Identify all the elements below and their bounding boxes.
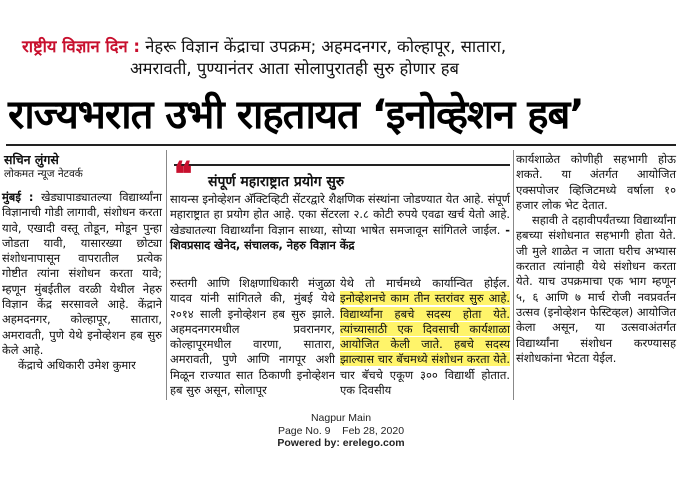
byline — [4, 152, 164, 182]
kicker-line-2: अमरावती, पुण्यानंतर आता सोलापुरातही सुरु होणार हब — [130, 59, 459, 78]
headline-rule — [6, 144, 676, 146]
byline-name: सचिन लुंगसे — [4, 152, 59, 167]
column-divider-1 — [166, 150, 167, 400]
column-4-paragraph-1: कार्यशाळेत कोणीही सहभागी होऊ शकते. या अंतर्गत आयोजित एक्सपोजर व्हिजिटमध्ये वर्षाला १० हजार लोक भेट देतात. — [516, 152, 676, 212]
column-1-paragraph-1: खेड्यापाड्यातल्या विद्यार्थ्यांना विज्ञानाची गोडी लागावी, संशोधन करता यावे, एखादी वस्तू तोडून, मोडून पुन्हा जोडता यावी, यासारख्या छोट्या संशोधनापासून वापरातील प्रत्येक गोष्टीत त्यांना संशोधन करता यावे; म्हणून मुंबईतील वरळी येथील नेहरु विज्ञान केंद्र सरसावले आहे. केंद्राने अहमदनगर, कोल्हापूर, सातारा, अमरावती, पुणे येथे इनोव्हेशन हब सुरु केले आहे. — [2, 190, 162, 357]
article-column-3 — [340, 276, 510, 398]
article-column-4 — [516, 152, 676, 366]
quote-icon: ❝ — [174, 155, 193, 195]
headline: राज्यभरात उभी राहतायत ‘इनोव्हेशन हब’ — [8, 92, 584, 138]
dateline: मुंबई : — [2, 190, 34, 204]
highlighted-text: इनोव्हेशनचे काम तीन स्तरांवर सुरु आहे. विद्यार्थ्यांना हबचे सदस्य होता येते. त्यांच्यासाठी एक दिवसाची कार्यशाळा आयोजित केली जाते. हबचे सदस्य झाल्यास चार बॅचमध्ये संशोधन करता येते. — [340, 291, 510, 367]
powered-by: Powered by: erelego.com — [277, 437, 405, 449]
quote-paragraph — [170, 192, 510, 253]
column-3-before: येथे तो मार्चमध्ये कार्यान्वित होईल. — [340, 276, 510, 290]
column-3-after: चार बॅचचे एकूण ३०० विद्यार्थी होतात. एक दिवसीय — [340, 367, 510, 398]
column-divider-2 — [513, 150, 514, 400]
page-date: Page No. 9 Feb 28, 2020 — [277, 424, 405, 437]
edition-name: Nagpur Main — [310, 412, 372, 424]
banner-rule — [174, 164, 510, 166]
article-column-1 — [2, 190, 162, 374]
kicker-line-1: नेहरू विज्ञान केंद्राचा उपक्रम; अहमदनगर, कोल्हापूर, सातारा, — [145, 37, 507, 56]
column-1-paragraph-2: केंद्राचे अधिकारी उमेश कुमार — [18, 358, 136, 373]
byline-agency: लोकमत न्यूज नेटवर्क — [4, 168, 83, 180]
banner-title: संपूर्ण महाराष्ट्रात प्रयोग सुरु — [208, 174, 345, 190]
page-footer — [0, 412, 682, 450]
column-2-paragraph: रुस्तगी आणि शिक्षणाधिकारी मंजुळा यादव यांनी सांगितले की, मुंबई येथे २०१४ साली इनोव्हेशन हब सुरु झाले. अहमदनगरमधील प्रवरानगर, कोल्हापूरमधील वारणा, सातारा, अमरावती, पुणे आणि नागपूर अशी मिळून राज्यात सात ठिकाणी इनोव्हेशन हब सुरु असून, सोलापूर — [170, 276, 335, 398]
quote-text: सायन्स इनोव्हेशन अ‍ॅक्टिव्हिटी सेंटरद्वारे शैक्षणिक संस्थांना जोडण्यात येत आहे. संपूर्ण महाराष्ट्रात हा प्रयोग होत आहे. एका सेंटरला २.८ कोटी रुपये एवढा खर्च येतो आहे. खेड्यातल्या विद्यार्थ्यांना विज्ञान साध्या, सोप्या भाषेत समजावून सांगितले जाईल. — [170, 192, 510, 237]
article-column-2 — [170, 276, 335, 398]
column-4-paragraph-2: सहावी ते दहावीपर्यंतच्या विद्यार्थ्यांना हबच्या संशोधनात सहभागी होता येते. जी मुले शाळेत न जाता घरीच अभ्यास करतात त्यांनाही येथे संशोधन करता येते. याच उपक्रमाचा एक भाग म्हणून ५, ६ आणि ७ मार्च रोजी नवप्रवर्तन उत्सव (इनोव्हेशन फेस्टिव्हल) आयोजित केला असून, या उत्सवाअंतर्गत विद्यार्थ्यांना संशोधन करण्यासह संशोधकांना भेटता येईल. — [516, 213, 676, 365]
quote-credit: - शिवप्रसाद खेनेद, संचालक, नेहरु विज्ञान केंद्र — [170, 222, 511, 252]
kicker — [22, 36, 672, 80]
kicker-label: राष्ट्रीय विज्ञान दिन : — [22, 37, 140, 56]
